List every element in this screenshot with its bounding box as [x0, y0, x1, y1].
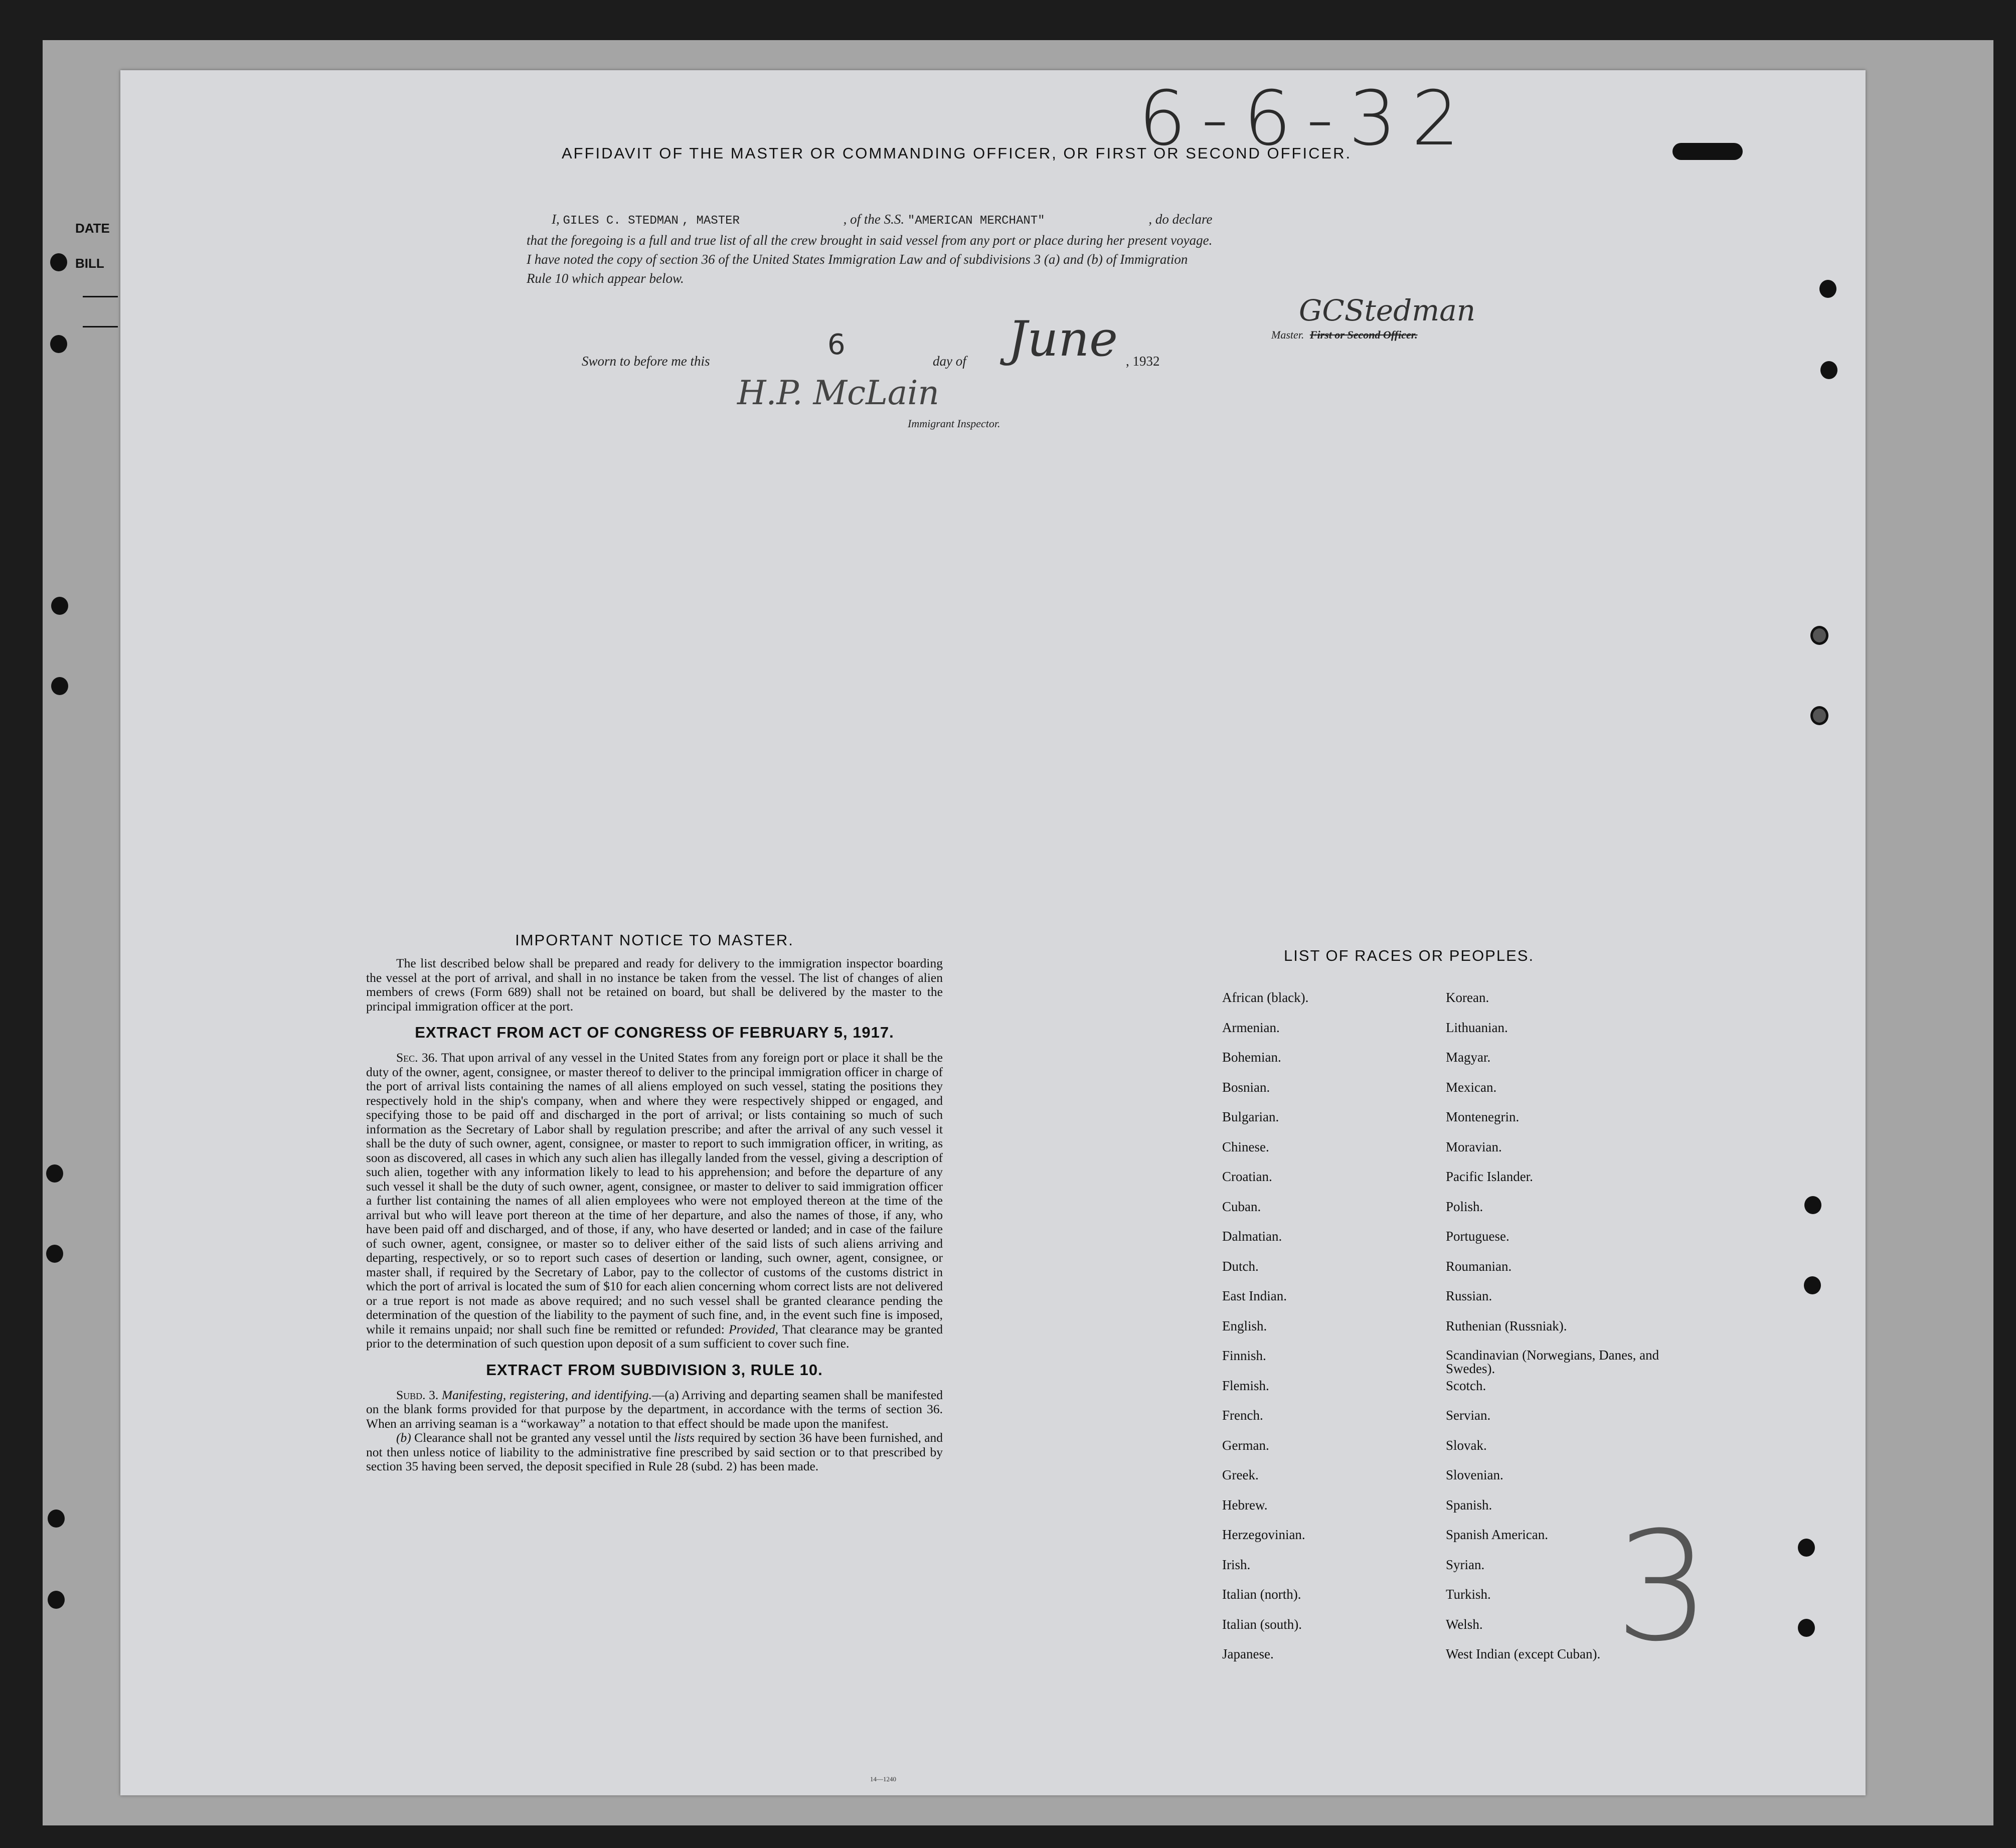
- race-item: Pacific Islander.: [1446, 1169, 1533, 1184]
- vessel-name: "AMERICAN MERCHANT": [907, 214, 1045, 228]
- declaration: [527, 210, 1494, 288]
- act-title: EXTRACT FROM ACT OF CONGRESS OF FEBRUARY 5, 1917.: [415, 1024, 894, 1041]
- race-item: English.: [1222, 1318, 1267, 1333]
- race-item: Slovenian.: [1446, 1467, 1503, 1482]
- race-item: Croatian.: [1222, 1169, 1272, 1184]
- binder-hole: [1804, 1276, 1821, 1294]
- race-item: Herzegovinian.: [1222, 1527, 1305, 1542]
- race-item: Welsh.: [1446, 1616, 1483, 1632]
- declaration-line-4: Rule 10 which appear below.: [527, 271, 684, 286]
- race-item: Korean.: [1446, 990, 1489, 1005]
- struck-officer-label: First or Second Officer.: [1309, 328, 1418, 341]
- binder-hole: [51, 677, 68, 695]
- race-item: Flemish.: [1222, 1378, 1269, 1393]
- paper-clip: [1672, 143, 1743, 160]
- vessel-prefix: , of the S.S.: [843, 212, 905, 227]
- race-item: Italian (north).: [1222, 1587, 1301, 1602]
- margin-notes: [75, 211, 110, 281]
- races-left-column: [1222, 990, 1308, 1677]
- race-item: African (black).: [1222, 990, 1309, 1005]
- margin-rule: [83, 326, 118, 327]
- affidavit-title: AFFIDAVIT OF THE MASTER OR COMMANDING OFFICER, OR FIRST OR SECOND OFFICER.: [562, 144, 1352, 162]
- race-item: Roumanian.: [1446, 1258, 1512, 1274]
- race-item: Montenegrin.: [1446, 1109, 1520, 1124]
- race-item: Syrian.: [1446, 1557, 1485, 1572]
- section-tail: That clearance may be granted prior to the determination of such question upon deposit of a sum sufficient to cover such fine.: [366, 1321, 943, 1351]
- race-item: Armenian.: [1222, 1020, 1280, 1035]
- race-item: Bulgarian.: [1222, 1109, 1279, 1124]
- race-item: Servian.: [1446, 1408, 1491, 1423]
- subdivision-b: [366, 1431, 943, 1474]
- declaration-intro: I,: [552, 212, 560, 227]
- section-label: Sec. 36.: [396, 1050, 438, 1065]
- race-item: East Indian.: [1222, 1288, 1287, 1303]
- master-name: GILES C. STEDMAN: [563, 214, 679, 228]
- race-item: Dutch.: [1222, 1258, 1259, 1274]
- form-code: 14—1240: [870, 1775, 896, 1783]
- race-item: Finnish.: [1222, 1348, 1266, 1363]
- declaration-line-1: [527, 210, 1494, 231]
- binder-hole: [48, 1509, 65, 1528]
- race-item: Moravian.: [1446, 1139, 1502, 1154]
- races-title: LIST OF RACES OR PEOPLES.: [1284, 947, 1535, 964]
- race-item: Bosnian.: [1222, 1079, 1270, 1095]
- race-item: Spanish American.: [1446, 1527, 1548, 1542]
- binder-hole: [1819, 280, 1836, 298]
- race-item: Polish.: [1446, 1199, 1483, 1214]
- race-item: West Indian (except Cuban).: [1446, 1646, 1601, 1661]
- sworn-day-of: day of: [933, 354, 966, 369]
- race-item: Chinese.: [1222, 1139, 1269, 1154]
- important-notice: [366, 930, 943, 1474]
- binder-hole: [1798, 1619, 1815, 1637]
- bill-label: BILL: [75, 256, 104, 271]
- subdivision-label: Subd. 3.: [396, 1387, 439, 1402]
- provided-word: Provided,: [729, 1321, 778, 1336]
- race-item: Italian (south).: [1222, 1616, 1302, 1632]
- binder-hole: [1804, 1196, 1821, 1214]
- subdivision-a: [366, 1388, 943, 1431]
- race-item: Japanese.: [1222, 1646, 1274, 1661]
- race-item: Slovak.: [1446, 1437, 1487, 1453]
- binder-hole: [50, 253, 67, 271]
- subdivision-a-text: —(a) Arriving and departing seamen shall be manifested on the blank forms provided for that purpose by the department, in accordance with the terms of section 36. When an arriving seaman is a “workaway” a notation to that effect should be made upon the manifest.: [366, 1387, 943, 1431]
- race-item: Mexican.: [1446, 1079, 1497, 1095]
- section-36-text: [366, 1051, 943, 1351]
- race-item: Scotch.: [1446, 1378, 1486, 1393]
- binder-hole: [51, 597, 68, 615]
- race-item: Ruthenian (Russniak).: [1446, 1318, 1567, 1333]
- binder-hole: [48, 1591, 65, 1609]
- sworn-month: June: [1008, 311, 1118, 367]
- binder-hole: [46, 1164, 63, 1183]
- date-label: DATE: [75, 221, 110, 236]
- sworn-year: , 1932: [1126, 354, 1160, 369]
- binder-hole: [1798, 1539, 1815, 1557]
- master-signature: GCStedman: [1299, 293, 1476, 327]
- inspector-label: Immigrant Inspector.: [908, 417, 1000, 430]
- binder-hole: [50, 335, 67, 353]
- sworn-day: 6: [827, 328, 846, 361]
- master-label-text: Master.: [1271, 328, 1304, 341]
- rule-title: EXTRACT FROM SUBDIVISION 3, RULE 10.: [486, 1361, 823, 1379]
- notice-title: IMPORTANT NOTICE TO MASTER.: [515, 931, 794, 949]
- declaration-line-2: that the foregoing is a full and true list of all the crew brought in said vessel from any port or place during her present voyage.: [527, 233, 1213, 248]
- race-item: German.: [1222, 1437, 1269, 1453]
- declaration-line-3: I have noted the copy of section 36 of the United States Immigration Law and of subdivisions 3 (a) and (b) of Immigration: [527, 252, 1188, 267]
- handwritten-page-number: 3: [1615, 1499, 1711, 1674]
- race-item: Russian.: [1446, 1288, 1492, 1303]
- subdivision-b-lists: lists: [674, 1430, 695, 1445]
- race-item: Hebrew.: [1222, 1497, 1268, 1513]
- subdivision-heading: Manifesting, registering, and identifying.: [441, 1387, 652, 1402]
- section-body: That upon arrival of any vessel in the United States from any foreign port or place it shall be the duty of the owner, agent, consignee, or master thereof to deliver to the principal immigration officer in charge of the port of arrival lists containing the names of all aliens employed on such vessel, stating the positions they respectively hold in the ship's company, when and where they were respectively shipped or engaged, and specifying those to be paid off and discharged in the port of arrival; or lists containing so much of such information as the Secretary of Labor shall by regulation prescribe; and after the arrival of any such vessel it shall be the duty of such owner, agent, consignee, or master to report to such immigration officer, in writing, as soon as discovered, all cases in which any such alien has illegally landed from the vessel, giving a description of such alien, together with any information likely to lead to his apprehension; and before the departure of any such vessel it shall be the duty of such owner, agent, consignee, or master to deliver to said immigration officer a further list containing the names of all alien employees who were not employed thereon at the time of the arrival but who will leave port thereon at the time of her departure, and also the names of those, if any, who have been paid off and discharged, and of those, if any, who have deserted or landed; and in case of the failure of such owner, agent, consignee, or master so to deliver either of the said lists of such aliens arriving and departing, respectively, or so to report such cases of desertion or landing, such owner, agent, consignee, or master shall, if required by the Secretary of Labor, pay to the collector of customs of the customs district in which the port of arrival is located the sum of $10 for each alien concerning whom correct lists are not delivered or a true report is not made as above required; and no such vessel shall be granted clearance pending the determination of the question of the liability to the payment of such fine, and, in the event such fine is imposed, while it remains unpaid; nor shall such fine be remitted or refunded:: [366, 1050, 943, 1336]
- race-item: Irish.: [1222, 1557, 1251, 1572]
- binder-hole: [1820, 361, 1837, 379]
- sworn-prefix: Sworn to before me this: [582, 354, 710, 369]
- race-item: Turkish.: [1446, 1587, 1491, 1602]
- race-item: Portuguese.: [1446, 1229, 1509, 1244]
- binder-hole: [1810, 626, 1828, 645]
- declare-text: , do declare: [1148, 212, 1213, 227]
- subdivision-b-label: (b): [396, 1430, 411, 1445]
- sworn-line: [582, 354, 710, 369]
- race-item: Lithuanian.: [1446, 1020, 1508, 1035]
- handwritten-date-number: 6-6-32: [1138, 75, 1474, 162]
- race-item: Cuban.: [1222, 1199, 1261, 1214]
- race-item: Dalmatian.: [1222, 1229, 1282, 1244]
- race-item: Greek.: [1222, 1467, 1259, 1482]
- master-rank: , MASTER: [682, 214, 740, 228]
- notice-body: The list described below shall be prepared and ready for delivery to the immigration inspector boarding the vessel at the port of arrival, and shall in no instance be taken from the vessel. The list of changes of alien members of crews (Form 689) shall not be retained on board, but shall be delivered by the master to the principal immigration officer at the port.: [366, 956, 943, 1014]
- race-item: Bohemian.: [1222, 1050, 1281, 1065]
- binder-hole: [1810, 706, 1828, 725]
- race-item: Scandinavian (Norwegians, Danes, and Swedes).: [1446, 1348, 1659, 1376]
- subdivision-b-text-2: required by section 36 have been furnished, and not then unless notice of liability to the administrative fine prescribed by said section or to that prescribed by section 35 having been served, the deposit specified in Rule 28 (subd. 2) has been made.: [366, 1430, 943, 1473]
- race-item: Magyar.: [1446, 1050, 1491, 1065]
- subdivision-b-text-1: Clearance shall not be granted any vessel until the: [414, 1430, 671, 1445]
- race-item: French.: [1222, 1408, 1263, 1423]
- race-item: Spanish.: [1446, 1497, 1492, 1513]
- binder-hole: [46, 1245, 63, 1263]
- inspector-signature: H.P. McLain: [737, 374, 939, 412]
- master-label: [1271, 328, 1418, 342]
- margin-rule: [83, 296, 118, 297]
